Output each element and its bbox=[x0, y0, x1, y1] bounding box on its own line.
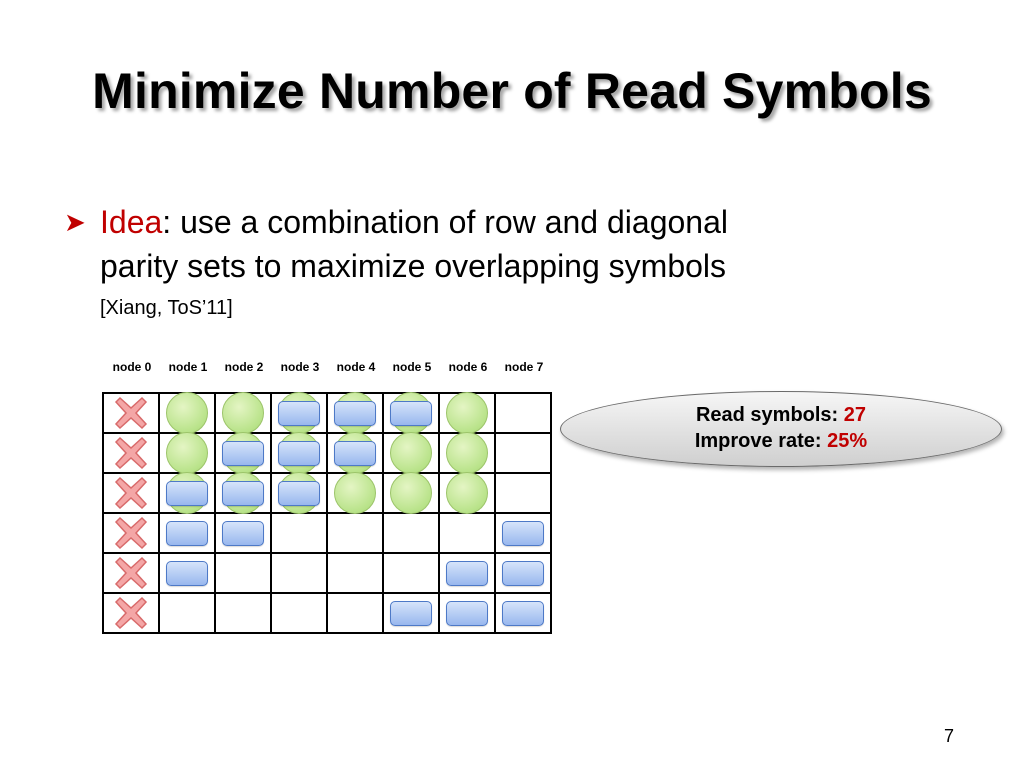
rect-symbol-icon bbox=[278, 441, 320, 466]
grid-cell bbox=[159, 513, 215, 553]
grid-cell bbox=[495, 593, 551, 633]
grid-cell bbox=[495, 513, 551, 553]
grid-cell bbox=[103, 593, 159, 633]
circle-symbol-icon bbox=[222, 392, 264, 434]
cell-content bbox=[496, 474, 550, 512]
rect-symbol-icon bbox=[222, 441, 264, 466]
arrow-bullet-icon: ➤ bbox=[64, 207, 86, 237]
grid-cell bbox=[439, 393, 495, 433]
node-label: node 2 bbox=[224, 360, 264, 374]
bullet-text bbox=[100, 200, 964, 288]
circle-symbol-icon bbox=[390, 472, 432, 514]
rect-symbol-icon bbox=[502, 601, 544, 626]
rect-symbol-icon bbox=[166, 521, 208, 546]
circle-symbol-icon bbox=[166, 392, 208, 434]
grid-cell bbox=[159, 593, 215, 633]
grid-row bbox=[103, 393, 551, 433]
grid-cell bbox=[327, 593, 383, 633]
cell-content bbox=[272, 474, 326, 512]
rect-symbol-icon bbox=[334, 401, 376, 426]
read-symbols-label: Read symbols: bbox=[695, 404, 844, 426]
cell-content bbox=[496, 594, 550, 632]
rect-symbol-icon bbox=[222, 521, 264, 546]
cell-content bbox=[440, 514, 494, 552]
grid-cell bbox=[271, 393, 327, 433]
cell-content bbox=[328, 394, 382, 432]
cell-content bbox=[440, 434, 494, 472]
cell-content bbox=[496, 394, 550, 432]
node-labels bbox=[104, 360, 552, 380]
cell-content bbox=[384, 394, 438, 432]
cell-content bbox=[384, 594, 438, 632]
grid-cell bbox=[439, 593, 495, 633]
rect-symbol-icon bbox=[222, 481, 264, 506]
result-callout bbox=[560, 391, 1002, 467]
cell-content bbox=[384, 554, 438, 592]
cell-content bbox=[496, 434, 550, 472]
cell-content bbox=[440, 474, 494, 512]
circle-symbol-icon bbox=[446, 392, 488, 434]
cell-content bbox=[104, 434, 158, 472]
cell-content bbox=[160, 514, 214, 552]
improve-rate-value: 25% bbox=[827, 430, 868, 452]
grid-cell bbox=[383, 513, 439, 553]
cell-content bbox=[160, 434, 214, 472]
cell-content bbox=[160, 594, 214, 632]
grid-cell bbox=[271, 553, 327, 593]
cell-content bbox=[216, 594, 270, 632]
grid-cell bbox=[495, 553, 551, 593]
grid-cell bbox=[103, 513, 159, 553]
symbol-grid bbox=[102, 392, 552, 634]
grid-cell bbox=[271, 433, 327, 473]
grid-cell bbox=[327, 393, 383, 433]
cell-content bbox=[440, 394, 494, 432]
rect-symbol-icon bbox=[334, 441, 376, 466]
grid-cell bbox=[215, 553, 271, 593]
cell-content bbox=[160, 474, 214, 512]
grid-row bbox=[103, 473, 551, 513]
cell-content bbox=[440, 594, 494, 632]
read-symbols-line bbox=[561, 402, 1001, 428]
grid-cell bbox=[383, 433, 439, 473]
slide-title: Minimize Number of Read Symbols bbox=[92, 63, 932, 119]
node-label: node 6 bbox=[448, 360, 488, 374]
grid-cell bbox=[495, 433, 551, 473]
rect-symbol-icon bbox=[446, 601, 488, 626]
cell-content bbox=[496, 514, 550, 552]
cell-content bbox=[384, 474, 438, 512]
grid-cell bbox=[439, 473, 495, 513]
grid-cell bbox=[159, 433, 215, 473]
circle-symbol-icon bbox=[334, 472, 376, 514]
grid-cell bbox=[439, 433, 495, 473]
grid-cell bbox=[383, 553, 439, 593]
cell-content bbox=[272, 594, 326, 632]
grid-cell bbox=[271, 513, 327, 553]
node-label: node 1 bbox=[168, 360, 208, 374]
grid-cell bbox=[327, 513, 383, 553]
improve-rate-label: Improve rate: bbox=[694, 430, 828, 452]
cell-content bbox=[272, 554, 326, 592]
circle-symbol-icon bbox=[166, 432, 208, 474]
cell-content bbox=[104, 394, 158, 432]
cell-content bbox=[216, 554, 270, 592]
cell-content bbox=[328, 474, 382, 512]
bullet-line-1: : use a combination of row and diagonal bbox=[162, 204, 728, 240]
rect-symbol-icon bbox=[390, 401, 432, 426]
cell-content bbox=[328, 514, 382, 552]
grid-cell bbox=[215, 393, 271, 433]
grid-cell bbox=[159, 473, 215, 513]
cell-content bbox=[104, 554, 158, 592]
cell-content bbox=[104, 514, 158, 552]
idea-bullet bbox=[64, 200, 964, 288]
improve-rate-line bbox=[561, 428, 1001, 454]
failed-symbol-icon bbox=[114, 476, 148, 510]
grid-cell bbox=[439, 553, 495, 593]
bullet-line-2: parity sets to maximize overlapping symbols bbox=[100, 248, 727, 284]
node-label: node 7 bbox=[504, 360, 544, 374]
grid-cell bbox=[495, 393, 551, 433]
read-symbols-value: 27 bbox=[843, 404, 867, 426]
grid-cell bbox=[383, 393, 439, 433]
cell-content bbox=[440, 554, 494, 592]
cell-content bbox=[328, 594, 382, 632]
node-label: node 0 bbox=[112, 360, 152, 374]
rect-symbol-icon bbox=[390, 601, 432, 626]
grid-cell bbox=[327, 553, 383, 593]
grid-row bbox=[103, 593, 551, 633]
rect-symbol-icon bbox=[446, 561, 488, 586]
node-label: node 4 bbox=[336, 360, 376, 374]
cell-content bbox=[328, 434, 382, 472]
grid-cell bbox=[215, 513, 271, 553]
grid-cell bbox=[103, 393, 159, 433]
cell-content bbox=[160, 394, 214, 432]
failed-symbol-icon bbox=[114, 516, 148, 550]
cell-content bbox=[328, 554, 382, 592]
circle-symbol-icon bbox=[446, 432, 488, 474]
grid-cell bbox=[103, 433, 159, 473]
grid-cell bbox=[383, 473, 439, 513]
grid-cell bbox=[327, 433, 383, 473]
rect-symbol-icon bbox=[502, 561, 544, 586]
grid-cell bbox=[215, 433, 271, 473]
grid-cell bbox=[271, 593, 327, 633]
cell-content bbox=[216, 474, 270, 512]
cell-content bbox=[160, 554, 214, 592]
node-label: node 3 bbox=[280, 360, 320, 374]
cell-content bbox=[384, 514, 438, 552]
cell-content bbox=[272, 394, 326, 432]
grid-cell bbox=[495, 473, 551, 513]
cell-content bbox=[216, 514, 270, 552]
grid-cell bbox=[159, 393, 215, 433]
rect-symbol-icon bbox=[278, 481, 320, 506]
rect-symbol-icon bbox=[166, 561, 208, 586]
rect-symbol-icon bbox=[502, 521, 544, 546]
cell-content bbox=[496, 554, 550, 592]
grid-cell bbox=[327, 473, 383, 513]
node-label: node 5 bbox=[392, 360, 432, 374]
idea-keyword: Idea bbox=[100, 204, 163, 240]
cell-content bbox=[216, 394, 270, 432]
grid-row bbox=[103, 553, 551, 593]
grid-cell bbox=[103, 553, 159, 593]
cell-content bbox=[272, 514, 326, 552]
rect-symbol-icon bbox=[278, 401, 320, 426]
failed-symbol-icon bbox=[114, 436, 148, 470]
cell-content bbox=[104, 474, 158, 512]
cell-content bbox=[104, 594, 158, 632]
grid-row bbox=[103, 433, 551, 473]
failed-symbol-icon bbox=[114, 556, 148, 590]
page-number: 7 bbox=[944, 726, 955, 746]
grid-cell bbox=[215, 473, 271, 513]
grid-cell bbox=[439, 513, 495, 553]
citation: [Xiang, ToS’11] bbox=[100, 297, 233, 319]
grid-row bbox=[103, 513, 551, 553]
failed-symbol-icon bbox=[114, 596, 148, 630]
cell-content bbox=[216, 434, 270, 472]
rect-symbol-icon bbox=[166, 481, 208, 506]
cell-content bbox=[272, 434, 326, 472]
grid-cell bbox=[159, 553, 215, 593]
failed-symbol-icon bbox=[114, 396, 148, 430]
grid-cell bbox=[271, 473, 327, 513]
grid-cell bbox=[215, 593, 271, 633]
grid-cell bbox=[103, 473, 159, 513]
circle-symbol-icon bbox=[390, 432, 432, 474]
cell-content bbox=[384, 434, 438, 472]
circle-symbol-icon bbox=[446, 472, 488, 514]
grid-cell bbox=[383, 593, 439, 633]
